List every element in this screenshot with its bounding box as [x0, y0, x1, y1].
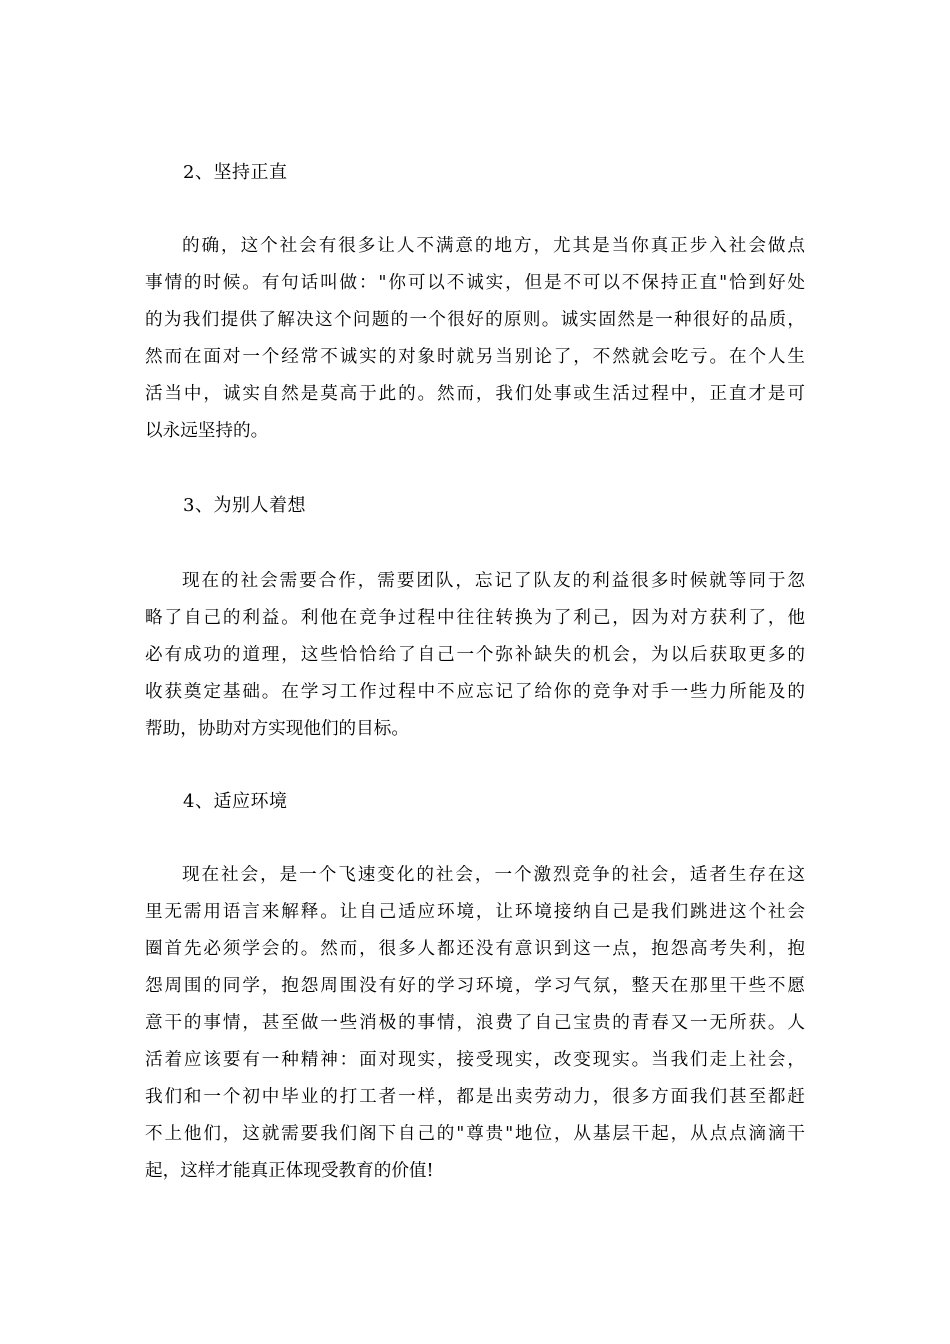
section-heading-4: 4、适应环境	[183, 791, 288, 812]
paragraph-line: 不上他们，这就需要我们阁下自己的"尊贵"地位，从基层干起，从点点滴滴干	[145, 1124, 805, 1144]
paragraph-line: 然而在面对一个经常不诚实的对象时就另当别论了，不然就会吃亏。在个人生	[145, 347, 805, 367]
paragraph-line: 圈首先必须学会的。然而，很多人都还没有意识到这一点，抱怨高考失利，抱	[145, 939, 805, 959]
paragraph-line: 现在社会，是一个飞速变化的社会，一个激烈竞争的社会，适者生存在这	[182, 865, 805, 885]
paragraph-line: 的确，这个社会有很多让人不满意的地方，尤其是当你真正步入社会做点	[182, 236, 805, 256]
paragraph-line: 里无需用语言来解释。让自己适应环境，让环境接纳自己是我们跳进这个社会	[145, 902, 805, 922]
paragraph-line: 以永远坚持的。	[145, 421, 269, 441]
paragraph-line: 现在的社会需要合作，需要团队，忘记了队友的利益很多时候就等同于忽	[182, 571, 805, 591]
paragraph-line: 活着应该要有一种精神：面对现实，接受现实，改变现实。当我们走上社会，	[145, 1050, 805, 1070]
section-paragraph-4	[145, 857, 805, 1190]
section-heading-2: 2、坚持正直	[183, 162, 288, 183]
paragraph-line: 事情的时候。有句话叫做："你可以不诚实，但是不可以不保持正直"恰到好处	[145, 273, 805, 293]
paragraph-line: 起，这样才能真正体现受教育的价值!	[145, 1161, 434, 1181]
paragraph-line: 的为我们提供了解决这个问题的一个很好的原则。诚实固然是一种很好的品质，	[145, 310, 805, 330]
paragraph-line: 略了自己的利益。利他在竞争过程中往往转换为了利己，因为对方获利了，他	[145, 608, 805, 628]
section-paragraph-2	[145, 228, 805, 450]
paragraph-line: 我们和一个初中毕业的打工者一样，都是出卖劳动力，很多方面我们甚至都赶	[145, 1087, 805, 1107]
section-heading-3: 3、为别人着想	[183, 495, 306, 516]
paragraph-line: 收获奠定基础。在学习工作过程中不应忘记了给你的竞争对手一些力所能及的	[145, 682, 805, 702]
paragraph-line: 活当中，诚实自然是莫高于此的。然而，我们处事或生活过程中，正直才是可	[145, 384, 805, 404]
paragraph-line: 必有成功的道理，这些恰恰给了自己一个弥补缺失的机会，为以后获取更多的	[145, 645, 805, 665]
section-paragraph-3	[145, 563, 805, 748]
paragraph-line: 意干的事情，甚至做一些消极的事情，浪费了自己宝贵的青春又一无所获。人	[145, 1013, 805, 1033]
paragraph-line: 怨周围的同学，抱怨周围没有好的学习环境，学习气氛，整天在那里干些不愿	[145, 976, 805, 996]
paragraph-line: 帮助，协助对方实现他们的目标。	[145, 719, 409, 739]
